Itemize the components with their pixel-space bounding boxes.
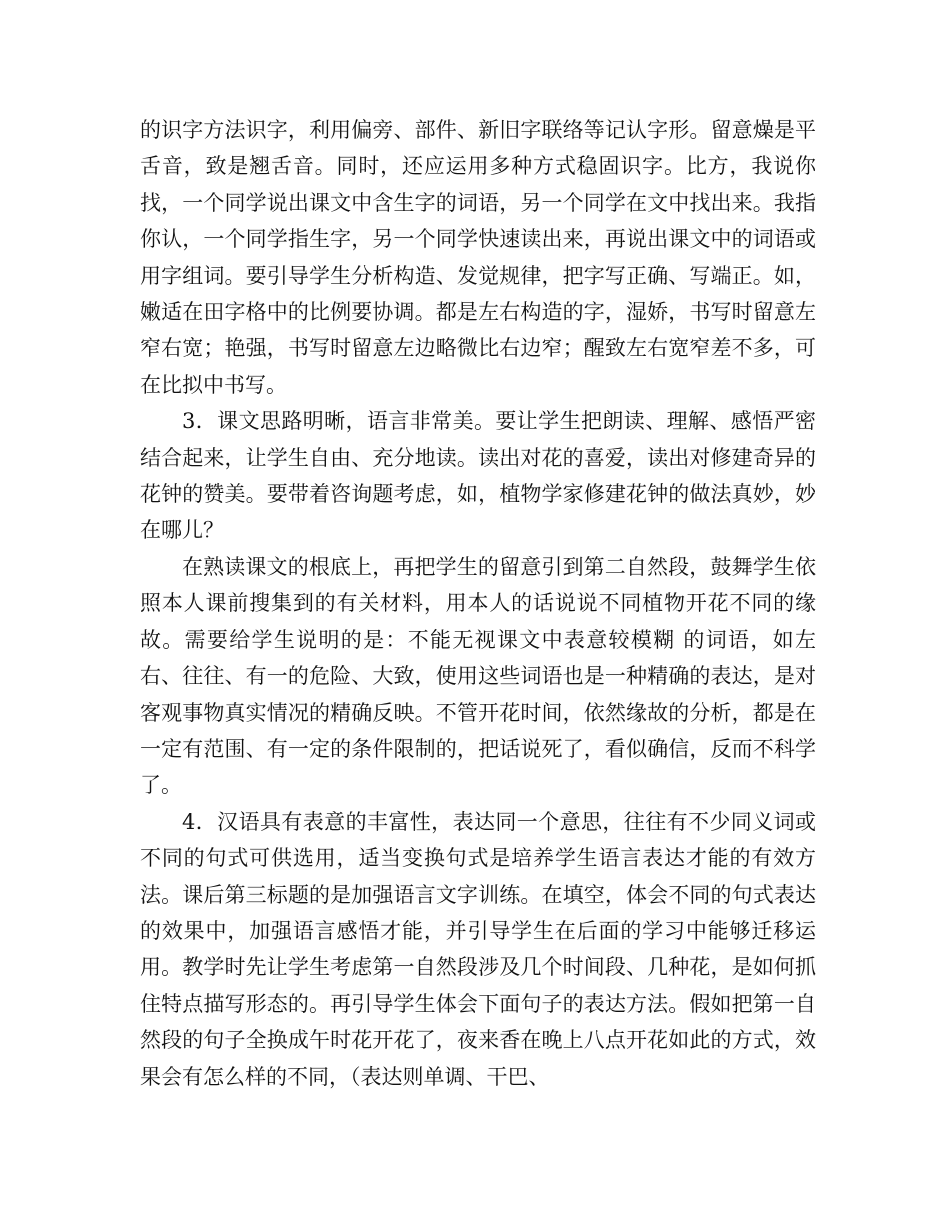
paragraph-point-3: 3．课文思路明晰，语言非常美。要让学生把朗读、理解、感悟严密结合起来，让学生自由、充分地读。读出对花的喜爱，读出对修建奇异的花钟的赞美。要带着咨询题考虑，如，植物学家修建花钟的做法真妙，妙在哪儿？: [140, 409, 816, 543]
paragraph-reading-foundation: 在熟读课文的根底上，再把学生的留意引到第二自然段，鼓舞学生依照本人课前搜集到的有关材料，用本人的话说说不同植物开花不同的缘故。需要给学生说明的是：不能无视课文中表意较模糊 的词语，如左右、往往、有一的危险、大致，使用这些词语也是一种精确的表达，是对客观事物真实情况的精确反映。不管开花时间，依然缘故的分析，都是在一定有范围、有一定的条件限制的，把话说死了，看似确信，反而不科学了。: [140, 554, 816, 798]
document-body: [140, 112, 816, 1095]
paragraph-point-4: 4．汉语具有表意的丰富性，表达同一个意思，往往有不少同义词或不同的句式可供选用，适当变换句式是培养学生语言表达才能的有效方法。课后第三标题的是加强语言文字训练。在填空，体会不同的句式表达的效果中，加强语言感悟才能，并引导学生在后面的学习中能够迁移运用。教学时先让学生考虑第一自然段涉及几个时间段、几种花，是如何抓住特点描写形态的。再引导学生体会下面句子的表达方法。假如把第一自然段的句子全换成午时花开花了，夜来香在晚上八点开花如此的方式，效果会有怎么样的不同，（表达则单调、干巴、: [140, 809, 816, 1089]
paragraph-literacy-methods: 的识字方法识字，利用偏旁、部件、新旧字联络等记认字形。留意燥是平舌音，致是翘舌音。同时，还应运用多种方式稳固识字。比方，我说你找，一个同学说出课文中含生字的词语，另一个同学在文中找出来。我指你认，一个同学指生字，另一个同学快速读出来，再说出课文中的词语或用字组词。要引导学生分析构造、发觉规律，把字写正确、写端正。如，嫩适在田字格中的比例要协调。都是左右构造的字，湿娇，书写时留意左窄右宽；艳强，书写时留意左边略微比右边窄；醒致左右宽窄差不多，可在比拟中书写。: [140, 118, 816, 397]
